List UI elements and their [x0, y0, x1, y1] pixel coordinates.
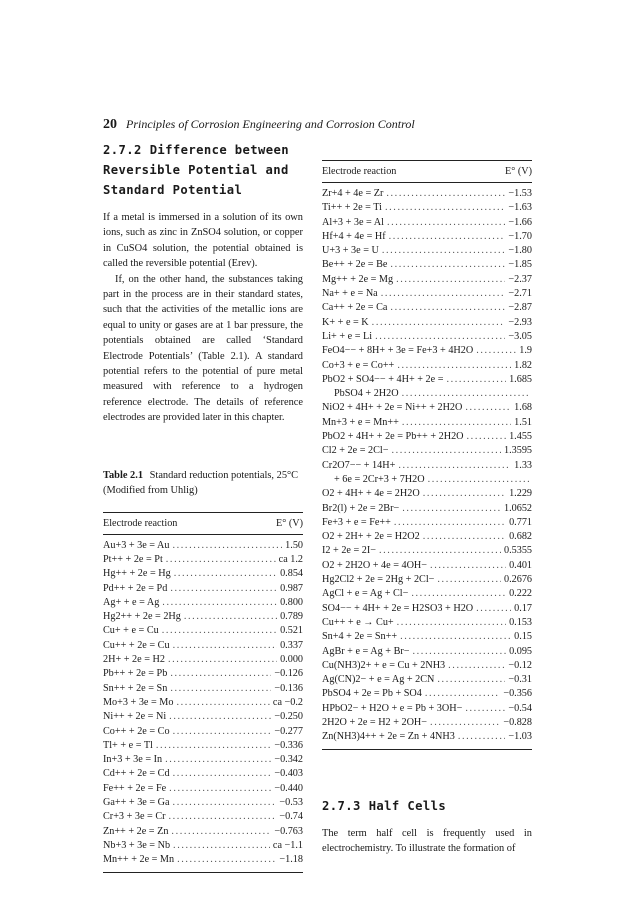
- electrode-reaction: Mo+3 + 3e = Mo: [103, 696, 174, 708]
- electrode-reaction: Cu++ + e → Cu+: [322, 616, 394, 628]
- electrode-reaction: Ag+ + e = Ag: [103, 596, 160, 608]
- electrode-reaction: Au+3 + 3e = Au: [103, 539, 170, 551]
- dot-leader: [430, 559, 506, 573]
- dot-leader: [397, 359, 511, 373]
- standard-potential: −0.136: [274, 682, 303, 694]
- dot-leader: [162, 596, 277, 610]
- electrode-reaction: Fe+3 + e = Fe++: [322, 516, 391, 528]
- dot-leader: [390, 258, 505, 272]
- paragraph-2: If, on the other hand, the substances taking part in the process are in their standard states, such that the activities of the metallic ions are equal to unity or gases are at 1 bar pressure, the potentials obtained are called ‘Standard Electrode Potentials’ (Table 2.1). A standard potential refers to the potential of pure metal measured with reference to a hydrogen reference electrode. The details of reference electrodes are provided later in this chapter.: [103, 273, 303, 424]
- electrode-reaction: Cu(NH3)2+ + e = Cu + 2NH3: [322, 659, 446, 671]
- table-left-part: [103, 512, 303, 873]
- dot-leader: [173, 725, 272, 739]
- table-row: [322, 273, 532, 287]
- electrode-reaction: Co++ + 2e = Co: [103, 725, 170, 737]
- table-row: [322, 516, 532, 530]
- electrode-reaction: Na+ + e = Na: [322, 288, 378, 300]
- dot-leader: [177, 853, 276, 867]
- table-row: [103, 682, 303, 696]
- table-row: [103, 539, 303, 553]
- dot-leader: [465, 702, 505, 716]
- dot-leader: [425, 687, 500, 701]
- table-row: [322, 602, 532, 616]
- table-caption: [103, 468, 303, 498]
- electrode-reaction: PbO2 + 4H+ + 2e = Pb++ + 2H2O: [322, 431, 464, 443]
- standard-potential: 1.82: [514, 359, 532, 371]
- electrode-reaction: O2 + 2H+ + 2e = H2O2: [322, 531, 420, 543]
- standard-potential: 1.33: [514, 459, 532, 471]
- electrode-reaction: Sn+4 + 2e = Sn++: [322, 631, 398, 643]
- electrode-reaction: Cr2O7−− + 14H+: [322, 459, 396, 471]
- right-column: [322, 160, 532, 856]
- standard-potential: −2.37: [508, 273, 532, 285]
- electrode-reaction: Hf+4 + 4e = Hf: [322, 230, 386, 242]
- running-header: [103, 117, 415, 133]
- dot-leader: [402, 502, 501, 516]
- standard-potential: 1.685: [509, 373, 532, 385]
- table-row: [322, 330, 532, 344]
- dot-leader: [169, 810, 277, 824]
- electrode-reaction: NiO2 + 4H+ + 2e = Ni++ + 2H2O: [322, 402, 463, 414]
- table-header-continued: [322, 160, 532, 183]
- page-number: 20: [103, 117, 117, 132]
- table-row: [322, 230, 532, 244]
- table-row: [322, 387, 532, 401]
- table-row: [322, 716, 532, 730]
- dot-leader: [423, 487, 506, 501]
- electrode-reaction: Nb+3 + 3e = Nb: [103, 839, 171, 851]
- table-row: [103, 739, 303, 753]
- dot-leader: [437, 673, 505, 687]
- standard-potential: −2.93: [508, 316, 532, 328]
- standard-potential: −1.03: [508, 731, 532, 743]
- dot-leader: [173, 796, 277, 810]
- standard-potential: 0.095: [509, 645, 532, 657]
- standard-potential: 0.5355: [503, 545, 532, 557]
- table-row: [103, 810, 303, 824]
- electrode-reaction: Br2(l) + 2e = 2Br−: [322, 502, 400, 514]
- table-row: [103, 725, 303, 739]
- table-row: [322, 444, 532, 458]
- electrode-reaction: Cr+3 + 3e = Cr: [103, 811, 166, 823]
- standard-potential: −0.403: [274, 768, 303, 780]
- dot-leader: [390, 301, 505, 315]
- electrode-reaction: Mn+3 + e = Mn++: [322, 416, 399, 428]
- standard-potential: −2.71: [508, 288, 532, 300]
- dot-leader: [396, 273, 505, 287]
- standard-potential: −1.66: [508, 216, 532, 228]
- table-row: [103, 825, 303, 839]
- dot-leader: [173, 839, 270, 853]
- table-row: [103, 767, 303, 781]
- table-row: [103, 624, 303, 638]
- table-row: [322, 216, 532, 230]
- table-row: [322, 702, 532, 716]
- dot-leader: [169, 782, 271, 796]
- dot-leader: [170, 582, 277, 596]
- electrode-reaction: + 6e = 2Cr+3 + 7H2O: [334, 473, 425, 485]
- section-heading-2-7-3: 2.7.3 Half Cells: [322, 798, 447, 813]
- col-header-potential: E° (V): [505, 166, 532, 177]
- table-row: [103, 753, 303, 767]
- standard-potential: 1.9: [519, 345, 532, 357]
- electrode-reaction: Sn++ + 2e = Sn: [103, 682, 168, 694]
- table-row: [322, 630, 532, 644]
- standard-potential: 0.15: [514, 631, 532, 643]
- dot-leader: [173, 767, 272, 781]
- electrode-reaction: Pb++ + 2e = Pb: [103, 668, 168, 680]
- table-row: [103, 710, 303, 724]
- electrode-reaction: I2 + 2e = 2I−: [322, 545, 377, 557]
- col-header-reaction: Electrode reaction: [103, 517, 178, 529]
- dot-leader: [169, 710, 271, 724]
- dot-leader: [387, 216, 505, 230]
- dot-leader: [162, 624, 277, 638]
- dot-leader: [166, 553, 276, 567]
- dot-leader: [156, 739, 271, 753]
- dot-leader: [386, 187, 505, 201]
- dot-leader: [391, 444, 501, 458]
- electrode-reaction: O2 + 2H2O + 4e = 4OH−: [322, 559, 428, 571]
- electrode-reaction: HPbO2− + H2O + e = Pb + 3OH−: [322, 702, 463, 714]
- dot-leader: [382, 244, 506, 258]
- standard-potential: 0.17: [514, 602, 532, 614]
- dot-leader: [171, 825, 271, 839]
- standard-potential: 0.222: [509, 588, 532, 600]
- standard-potential: −0.336: [274, 739, 303, 751]
- electrode-reaction: Zr+4 + 4e = Zr: [322, 188, 384, 199]
- table-row: [103, 639, 303, 653]
- dot-leader: [465, 401, 511, 415]
- standard-potential: −1.63: [508, 202, 532, 214]
- dot-leader: [170, 667, 271, 681]
- electrode-reaction: Cl2 + 2e = 2Cl−: [322, 445, 389, 457]
- standard-potential: −3.05: [508, 330, 532, 342]
- electrode-reaction: Cd++ + 2e = Cd: [103, 768, 170, 780]
- dot-leader: [430, 716, 500, 730]
- electrode-reaction: In+3 + 3e = In: [103, 754, 163, 766]
- standard-potential: −0.763: [274, 825, 303, 837]
- electrode-reaction: FeO4−− + 8H+ + 3e = Fe+3 + 4H2O: [322, 345, 474, 357]
- table-row: [322, 344, 532, 358]
- table-row: [322, 659, 532, 673]
- paragraph-1: If a metal is immersed in a solution of its own ions, such as zinc in ZnSO4 solution, or copper in CuSO4 solution, the potential obtained is called the reversible potential (Erev).: [103, 212, 303, 270]
- dot-leader: [173, 639, 278, 653]
- table-row: [103, 653, 303, 667]
- dot-leader: [379, 544, 501, 558]
- standard-potential: 0.789: [280, 611, 303, 623]
- electrode-reaction: Al+3 + 3e = Al: [322, 216, 384, 228]
- dot-leader: [397, 616, 506, 630]
- standard-potential: 0.337: [280, 639, 303, 651]
- standard-potential: −1.85: [508, 259, 532, 271]
- dot-leader: [476, 344, 516, 358]
- electrode-reaction: Mg++ + 2e = Mg: [322, 273, 394, 285]
- table-row: [322, 244, 532, 258]
- table-row: [322, 473, 532, 487]
- table-row: [103, 782, 303, 796]
- electrode-reaction: O2 + 4H+ + 4e = 2H2O: [322, 488, 420, 500]
- table-row: [322, 687, 532, 701]
- table-row: [322, 559, 532, 573]
- standard-potential: −1.70: [508, 230, 532, 242]
- table-caption-text: Standard reduction potentials, 25°C (Modified from Uhlig): [103, 469, 299, 496]
- table-row: [322, 287, 532, 301]
- dot-leader: [448, 659, 505, 673]
- electrode-reaction: Be++ + 2e = Be: [322, 259, 388, 271]
- dot-leader: [411, 587, 506, 601]
- electrode-reaction: Ca++ + 2e = Ca: [322, 302, 388, 314]
- electrode-reaction: Mn++ + 2e = Mn: [103, 854, 175, 866]
- electrode-reaction: Hg++ + 2e = Hg: [103, 568, 171, 580]
- table-row: [103, 596, 303, 610]
- table-row: [322, 301, 532, 315]
- table-row: [322, 645, 532, 659]
- table-row: [103, 839, 303, 853]
- table-row: [322, 430, 532, 444]
- dot-leader: [172, 539, 282, 553]
- table-row: [322, 416, 532, 430]
- table-row: [322, 530, 532, 544]
- col-header-reaction: Electrode reaction: [322, 166, 397, 177]
- table-row: [322, 201, 532, 215]
- electrode-reaction: U+3 + 3e = U: [322, 245, 379, 257]
- standard-potential: −0.277: [274, 725, 303, 737]
- dot-leader: [389, 230, 506, 244]
- dot-leader: [423, 530, 506, 544]
- electrode-reaction: Zn(NH3)4++ + 2e = Zn + 4NH3: [322, 731, 455, 743]
- running-title: Principles of Corrosion Engineering and Corrosion Control: [126, 117, 415, 131]
- table-row: [322, 587, 532, 601]
- electrode-reaction: SO4−− + 4H+ + 2e = H2SO3 + H2O: [322, 602, 474, 614]
- table-row: [103, 853, 303, 867]
- standard-potential: 0.153: [509, 616, 532, 628]
- standard-potential: −0.74: [279, 811, 303, 823]
- paragraph-half-cells: The term half cell is frequently used in electrochemistry. To illustrate the formation of: [322, 827, 532, 854]
- standard-potential: 1.51: [514, 416, 532, 428]
- electrode-reaction: Co+3 + e = Co++: [322, 359, 395, 371]
- table-right-part: [322, 160, 532, 750]
- electrode-reaction: K+ + e = K: [322, 316, 369, 328]
- dot-leader: [184, 610, 277, 624]
- table-row: [322, 730, 532, 744]
- dot-leader: [176, 696, 269, 710]
- dot-leader: [381, 287, 506, 301]
- table-row: [322, 258, 532, 272]
- standard-potential: 1.0652: [503, 502, 532, 514]
- table-header: [103, 512, 303, 535]
- dot-leader: [170, 682, 271, 696]
- dot-leader: [446, 373, 506, 387]
- table-row: [103, 667, 303, 681]
- electrode-reaction: Cu+ + e = Cu: [103, 625, 159, 637]
- table-row: [103, 796, 303, 810]
- electrode-reaction: Hg2Cl2 + 2e = 2Hg + 2Cl−: [322, 574, 435, 586]
- table-row: [322, 487, 532, 501]
- dot-leader: [165, 753, 271, 767]
- standard-potential: −0.828: [503, 716, 532, 728]
- standard-potential: −1.80: [508, 245, 532, 257]
- electrode-reaction: Pt++ + 2e = Pt: [103, 553, 163, 565]
- table-row: [322, 359, 532, 373]
- table-row: [103, 553, 303, 567]
- standard-potential: ca −1.1: [272, 839, 303, 851]
- standard-potential: ca −0.2: [272, 696, 303, 708]
- col-header-potential: E° (V): [276, 517, 303, 529]
- electrode-reaction: Cu++ + 2e = Cu: [103, 639, 170, 651]
- standard-potential: 0.401: [509, 559, 532, 571]
- dot-leader: [428, 473, 529, 487]
- dot-leader: [398, 459, 511, 473]
- dot-leader: [168, 653, 277, 667]
- dot-leader: [402, 387, 529, 401]
- standard-potential: 0.521: [280, 625, 303, 637]
- dot-leader: [372, 316, 506, 330]
- standard-potential: 1.50: [285, 539, 303, 551]
- standard-potential: 0.771: [509, 516, 532, 528]
- table-row: [103, 582, 303, 596]
- electrode-reaction: Hg2++ + 2e = 2Hg: [103, 611, 181, 623]
- standard-potential: 0.854: [280, 568, 303, 580]
- electrode-reaction: PbSO4 + 2H2O: [334, 388, 399, 400]
- dot-leader: [437, 573, 501, 587]
- electrode-reaction: 2H2O + 2e = H2 + 2OH−: [322, 716, 428, 728]
- standard-potential: −2.87: [508, 302, 532, 314]
- standard-potential: −0.54: [508, 702, 532, 714]
- standard-potential: 0.000: [280, 654, 303, 666]
- electrode-reaction: Tl+ + e = Tl: [103, 739, 153, 751]
- electrode-reaction: Zn++ + 2e = Zn: [103, 825, 169, 837]
- standard-potential: −0.250: [274, 711, 303, 723]
- table-row: [322, 401, 532, 415]
- standard-potential: 1.68: [514, 402, 532, 414]
- table-row: [322, 373, 532, 387]
- table-bottom-rule: [103, 872, 303, 873]
- table-row: [103, 567, 303, 581]
- table-row: [322, 573, 532, 587]
- table-row: [322, 459, 532, 473]
- electrode-reaction: AgCl + e = Ag + Cl−: [322, 588, 409, 600]
- standard-potential: −1.53: [508, 188, 532, 199]
- electrode-reaction: Fe++ + 2e = Fe: [103, 782, 167, 794]
- table-row: [322, 316, 532, 330]
- dot-leader: [458, 730, 506, 744]
- electrode-reaction: PbO2 + SO4−− + 4H+ + 2e =: [322, 373, 444, 385]
- dot-leader: [385, 201, 505, 215]
- electrode-reaction: Ni++ + 2e = Ni: [103, 711, 167, 723]
- standard-potential: −0.31: [508, 674, 532, 686]
- standard-potential: −0.342: [274, 754, 303, 766]
- left-column: [103, 140, 303, 873]
- standard-potential: −0.53: [279, 797, 303, 809]
- standard-potential: 1.3595: [503, 445, 532, 457]
- dot-leader: [467, 430, 507, 444]
- table-bottom-rule: [322, 749, 532, 750]
- standard-potential: 1.455: [509, 431, 532, 443]
- standard-potential: 0.800: [280, 596, 303, 608]
- table-body-right: [322, 187, 532, 745]
- standard-potential: ca 1.2: [278, 553, 303, 565]
- electrode-reaction: Ag(CN)2− + e = Ag + 2CN: [322, 674, 435, 686]
- table-row: [103, 696, 303, 710]
- standard-potential: 1.229: [509, 488, 532, 500]
- electrode-reaction: AgBr + e = Ag + Br−: [322, 645, 410, 657]
- dot-leader: [394, 516, 506, 530]
- electrode-reaction: PbSO4 + 2e = Pb + SO4: [322, 688, 422, 700]
- standard-potential: 0.2676: [503, 574, 532, 586]
- electrode-reaction: Li+ + e = Li: [322, 330, 373, 342]
- table-row: [322, 673, 532, 687]
- electrode-reaction: 2H+ + 2e = H2: [103, 654, 165, 666]
- dot-leader: [402, 416, 511, 430]
- table-body-left: [103, 539, 303, 868]
- table-row: [322, 502, 532, 516]
- section-heading-2-7-2: 2.7.2 Difference between Reversible Potential and Standard Potential: [103, 143, 289, 197]
- table-row: [322, 187, 532, 201]
- standard-potential: −0.126: [274, 668, 303, 680]
- dot-leader: [476, 602, 511, 616]
- dot-leader: [413, 645, 507, 659]
- table-row: [103, 610, 303, 624]
- standard-potential: −0.356: [503, 688, 532, 700]
- electrode-reaction: Ti++ + 2e = Ti: [322, 202, 382, 214]
- standard-potential: 0.682: [509, 531, 532, 543]
- standard-potential: 0.987: [280, 582, 303, 594]
- table-label: Table 2.1: [103, 469, 144, 481]
- electrode-reaction: Ga++ + 3e = Ga: [103, 797, 170, 809]
- dot-leader: [400, 630, 511, 644]
- standard-potential: −0.440: [274, 782, 303, 794]
- dot-leader: [174, 567, 277, 581]
- table-row: [322, 616, 532, 630]
- electrode-reaction: Pd++ + 2e = Pd: [103, 582, 168, 594]
- standard-potential: −0.12: [508, 659, 532, 671]
- table-row: [322, 544, 532, 558]
- standard-potential: −1.18: [279, 854, 303, 866]
- dot-leader: [375, 330, 505, 344]
